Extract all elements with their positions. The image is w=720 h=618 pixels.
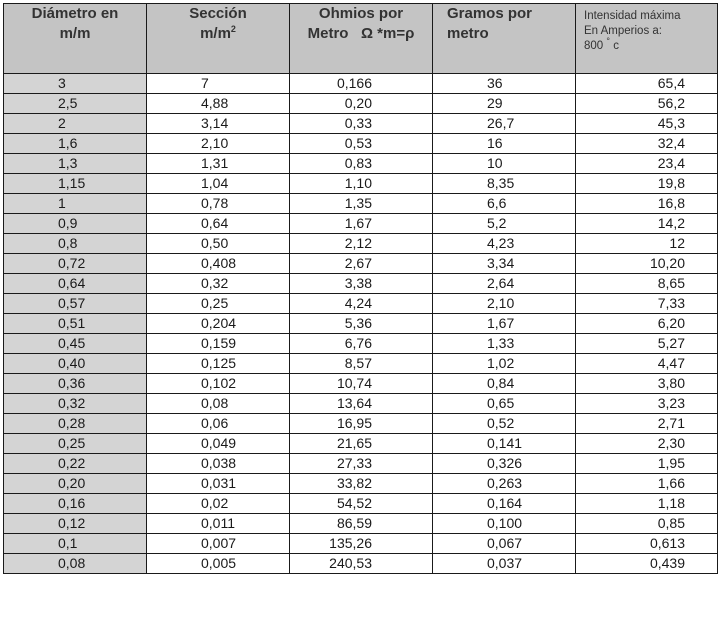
table-row	[4, 394, 718, 414]
header-ohmios-line1: Ohmios por	[318, 5, 404, 22]
cell-gramos: 1,33	[433, 334, 576, 354]
cell-gramos: 5,2	[433, 214, 576, 234]
table-row	[4, 234, 718, 254]
cell-intensidad: 56,2	[576, 94, 718, 114]
cell-gramos: 0,067	[433, 534, 576, 554]
cell-ohmios: 0,83	[290, 154, 433, 174]
cell-gramos: 36	[433, 74, 576, 94]
cell-gramos: 2,64	[433, 274, 576, 294]
header-seccion	[147, 4, 290, 74]
cell-intensidad: 16,8	[576, 194, 718, 214]
table-row	[4, 374, 718, 394]
cell-ohmios: 1,67	[290, 214, 433, 234]
cell-diametro: 0,45	[4, 334, 147, 354]
cell-diametro: 0,12	[4, 514, 147, 534]
cell-ohmios: 2,12	[290, 234, 433, 254]
cell-gramos: 0,037	[433, 554, 576, 574]
header-diametro-line1: Diámetro en	[31, 5, 119, 22]
cell-gramos: 6,6	[433, 194, 576, 214]
cell-seccion: 0,64	[147, 214, 290, 234]
cell-intensidad: 2,30	[576, 434, 718, 454]
cell-gramos: 0,326	[433, 454, 576, 474]
cell-gramos: 8,35	[433, 174, 576, 194]
table-row	[4, 554, 718, 574]
cell-seccion: 0,204	[147, 314, 290, 334]
cell-gramos: 16	[433, 134, 576, 154]
cell-diametro: 0,1	[4, 534, 147, 554]
cell-diametro: 0,40	[4, 354, 147, 374]
table-row	[4, 154, 718, 174]
cell-ohmios: 135,26	[290, 534, 433, 554]
cell-diametro: 2	[4, 114, 147, 134]
table-row	[4, 194, 718, 214]
cell-intensidad: 8,65	[576, 274, 718, 294]
cell-ohmios: 54,52	[290, 494, 433, 514]
cell-intensidad: 12	[576, 234, 718, 254]
cell-diametro: 3	[4, 74, 147, 94]
cell-ohmios: 1,10	[290, 174, 433, 194]
cell-intensidad: 19,8	[576, 174, 718, 194]
table-body	[4, 74, 718, 574]
table-row	[4, 454, 718, 474]
cell-intensidad: 1,66	[576, 474, 718, 494]
header-diametro-line2: m/m	[59, 25, 91, 42]
cell-seccion: 0,007	[147, 534, 290, 554]
cell-diametro: 0,51	[4, 314, 147, 334]
cell-gramos: 29	[433, 94, 576, 114]
cell-seccion: 0,78	[147, 194, 290, 214]
cell-diametro: 0,72	[4, 254, 147, 274]
cell-diametro: 0,08	[4, 554, 147, 574]
cell-gramos: 0,263	[433, 474, 576, 494]
cell-gramos: 0,100	[433, 514, 576, 534]
cell-ohmios: 13,64	[290, 394, 433, 414]
table-row	[4, 514, 718, 534]
cell-intensidad: 7,33	[576, 294, 718, 314]
cell-ohmios: 6,76	[290, 334, 433, 354]
cell-ohmios: 10,74	[290, 374, 433, 394]
cell-seccion: 0,25	[147, 294, 290, 314]
cell-seccion: 4,88	[147, 94, 290, 114]
header-intensidad-temp: 800	[584, 40, 604, 52]
cell-seccion: 0,038	[147, 454, 290, 474]
cell-gramos: 10	[433, 154, 576, 174]
table-row	[4, 274, 718, 294]
cell-diametro: 1,6	[4, 134, 147, 154]
cell-ohmios: 1,35	[290, 194, 433, 214]
table-row	[4, 294, 718, 314]
cell-gramos: 3,34	[433, 254, 576, 274]
table-row	[4, 114, 718, 134]
cell-seccion: 0,408	[147, 254, 290, 274]
cell-gramos: 0,164	[433, 494, 576, 514]
wire-gauge-table-sheet	[3, 3, 717, 574]
header-diametro	[4, 4, 147, 74]
cell-diametro: 0,20	[4, 474, 147, 494]
cell-ohmios: 8,57	[290, 354, 433, 374]
cell-diametro: 0,25	[4, 434, 147, 454]
cell-seccion: 7	[147, 74, 290, 94]
cell-gramos: 1,67	[433, 314, 576, 334]
cell-seccion: 0,005	[147, 554, 290, 574]
header-ohmios-line2: Metro Ω *m=ρ	[307, 25, 415, 42]
table-row	[4, 354, 718, 374]
header-intensidad-line3	[584, 36, 717, 54]
cell-gramos: 0,52	[433, 414, 576, 434]
header-seccion-exponent: 2	[230, 24, 236, 34]
cell-seccion: 0,049	[147, 434, 290, 454]
cell-gramos: 26,7	[433, 114, 576, 134]
header-row	[4, 4, 718, 74]
cell-diametro: 0,28	[4, 414, 147, 434]
cell-seccion: 0,102	[147, 374, 290, 394]
table-header	[4, 4, 718, 74]
cell-seccion: 0,02	[147, 494, 290, 514]
table-row	[4, 314, 718, 334]
cell-intensidad: 3,23	[576, 394, 718, 414]
cell-seccion: 0,06	[147, 414, 290, 434]
cell-ohmios: 86,59	[290, 514, 433, 534]
cell-ohmios: 27,33	[290, 454, 433, 474]
cell-diametro: 2,5	[4, 94, 147, 114]
cell-seccion: 1,31	[147, 154, 290, 174]
header-seccion-line2	[147, 24, 289, 44]
cell-ohmios: 33,82	[290, 474, 433, 494]
cell-diametro: 1,15	[4, 174, 147, 194]
cell-seccion: 2,10	[147, 134, 290, 154]
degree-symbol: °	[606, 36, 610, 47]
cell-diametro: 0,22	[4, 454, 147, 474]
cell-ohmios: 240,53	[290, 554, 433, 574]
cell-intensidad: 14,2	[576, 214, 718, 234]
header-gramos-line2: metro	[447, 25, 489, 42]
cell-intensidad: 45,3	[576, 114, 718, 134]
cell-ohmios: 0,53	[290, 134, 433, 154]
cell-intensidad: 5,27	[576, 334, 718, 354]
header-gramos	[433, 4, 576, 74]
cell-ohmios: 5,36	[290, 314, 433, 334]
cell-gramos: 1,02	[433, 354, 576, 374]
cell-intensidad: 4,47	[576, 354, 718, 374]
cell-seccion: 0,08	[147, 394, 290, 414]
table-row	[4, 534, 718, 554]
header-seccion-unit: m/m	[200, 25, 231, 42]
table-row	[4, 414, 718, 434]
cell-seccion: 0,125	[147, 354, 290, 374]
cell-diametro: 0,16	[4, 494, 147, 514]
cell-intensidad: 0,85	[576, 514, 718, 534]
cell-diametro: 0,9	[4, 214, 147, 234]
cell-diametro: 0,8	[4, 234, 147, 254]
table-row	[4, 74, 718, 94]
cell-intensidad: 65,4	[576, 74, 718, 94]
cell-ohmios: 4,24	[290, 294, 433, 314]
header-seccion-line1: Sección	[189, 5, 247, 22]
cell-gramos: 0,65	[433, 394, 576, 414]
cell-diametro: 1	[4, 194, 147, 214]
table-row	[4, 334, 718, 354]
cell-diametro: 0,32	[4, 394, 147, 414]
cell-intensidad: 32,4	[576, 134, 718, 154]
cell-diametro: 1,3	[4, 154, 147, 174]
table-row	[4, 434, 718, 454]
cell-seccion: 1,04	[147, 174, 290, 194]
cell-diametro: 0,64	[4, 274, 147, 294]
cell-seccion: 0,011	[147, 514, 290, 534]
cell-gramos: 0,141	[433, 434, 576, 454]
cell-seccion: 3,14	[147, 114, 290, 134]
cell-ohmios: 2,67	[290, 254, 433, 274]
table-row	[4, 494, 718, 514]
cell-seccion: 0,031	[147, 474, 290, 494]
table-row	[4, 174, 718, 194]
cell-seccion: 0,50	[147, 234, 290, 254]
cell-ohmios: 0,166	[290, 74, 433, 94]
cell-seccion: 0,159	[147, 334, 290, 354]
cell-intensidad: 3,80	[576, 374, 718, 394]
cell-gramos: 2,10	[433, 294, 576, 314]
header-gramos-line1: Gramos por	[447, 5, 533, 22]
cell-intensidad: 0,439	[576, 554, 718, 574]
table-row	[4, 474, 718, 494]
cell-ohmios: 16,95	[290, 414, 433, 434]
cell-intensidad: 10,20	[576, 254, 718, 274]
cell-ohmios: 0,33	[290, 114, 433, 134]
header-intensidad-line1: Intensidad máxima	[584, 10, 681, 22]
header-intensidad-line2: En Amperios a:	[584, 25, 662, 37]
cell-ohmios: 0,20	[290, 94, 433, 114]
header-ohmios	[290, 4, 433, 74]
cell-intensidad: 1,95	[576, 454, 718, 474]
table-row	[4, 254, 718, 274]
cell-intensidad: 0,613	[576, 534, 718, 554]
cell-diametro: 0,57	[4, 294, 147, 314]
table-row	[4, 214, 718, 234]
cell-diametro: 0,36	[4, 374, 147, 394]
table-row	[4, 134, 718, 154]
cell-gramos: 0,84	[433, 374, 576, 394]
header-intensidad-unit: c	[613, 40, 619, 52]
cell-intensidad: 6,20	[576, 314, 718, 334]
cell-intensidad: 1,18	[576, 494, 718, 514]
cell-intensidad: 2,71	[576, 414, 718, 434]
table-row	[4, 94, 718, 114]
header-intensidad	[576, 4, 718, 74]
cell-gramos: 4,23	[433, 234, 576, 254]
cell-seccion: 0,32	[147, 274, 290, 294]
cell-ohmios: 21,65	[290, 434, 433, 454]
wire-gauge-table	[3, 3, 718, 574]
cell-ohmios: 3,38	[290, 274, 433, 294]
cell-intensidad: 23,4	[576, 154, 718, 174]
